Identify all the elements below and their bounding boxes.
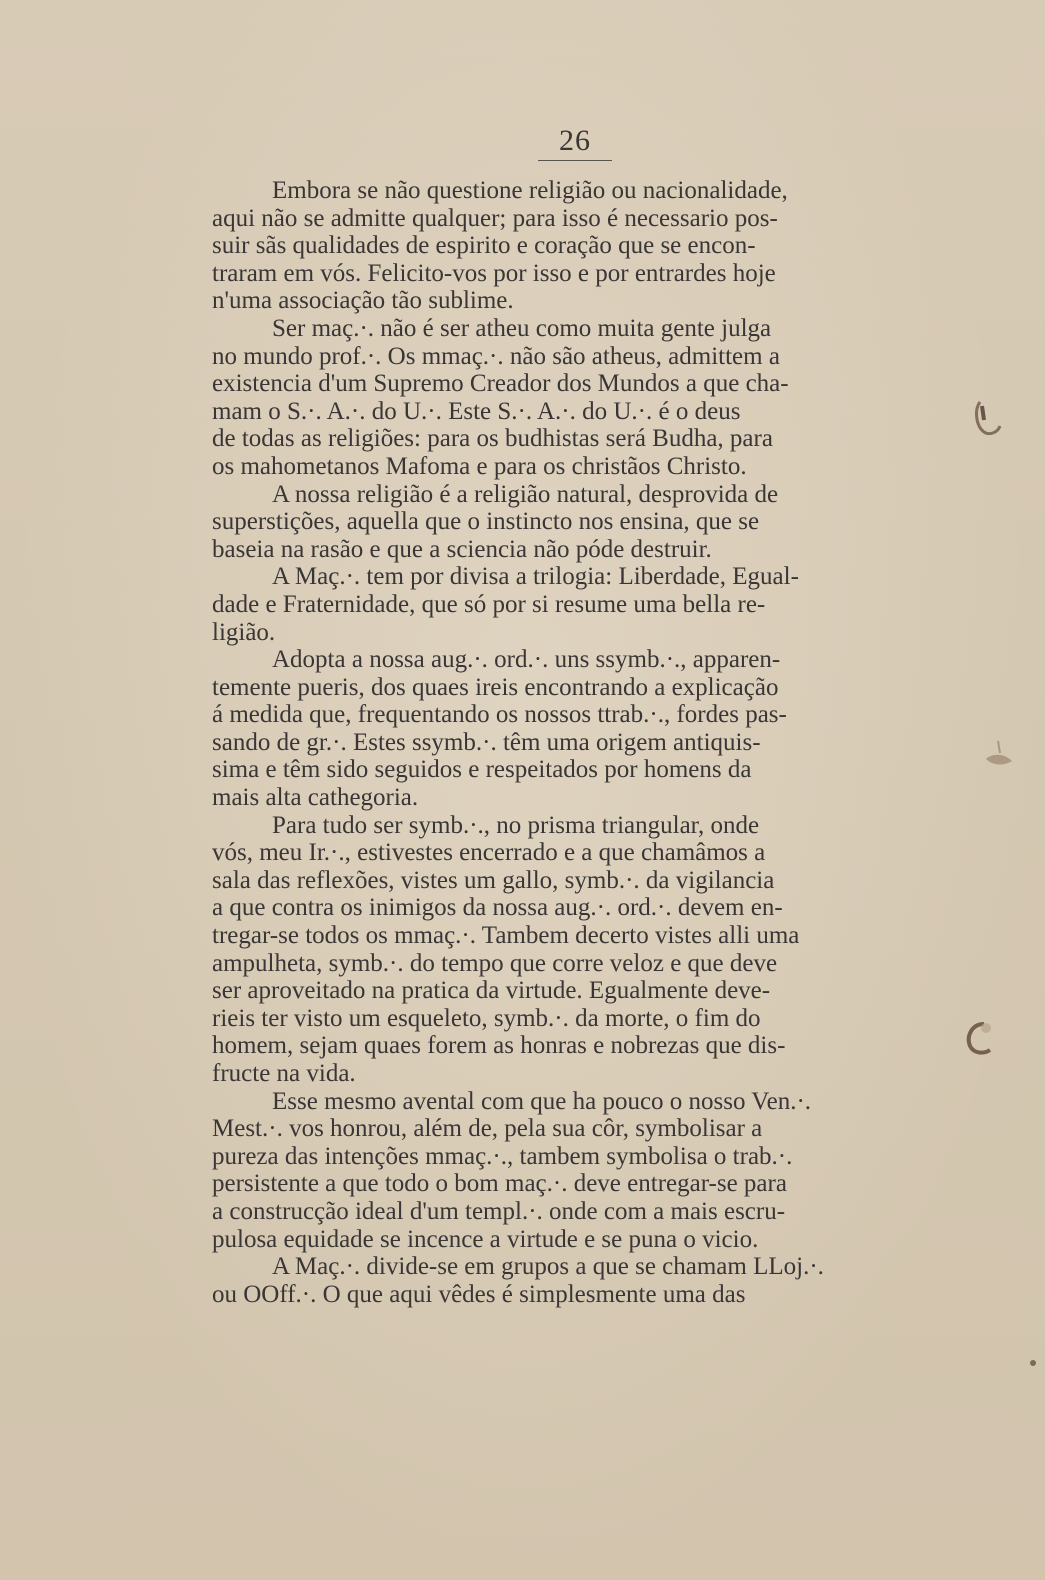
- text-line: á medida que, frequentando os nossos ttrab.·., fordes pas-: [212, 701, 787, 729]
- text-line: baseia na rasão e que a sciencia não póde destruir.: [212, 535, 712, 563]
- text-line: ligião.: [212, 618, 276, 646]
- text-line: temente pueris, dos quaes ireis encontrando a explicação: [212, 673, 779, 701]
- text-line: pureza das intenções mmaç.·., tambem symbolisa o trab.·.: [212, 1142, 793, 1170]
- page-number: 26: [559, 124, 591, 157]
- text-line: persistente a que todo o bom maç.·. deve entregar-se para: [212, 1170, 787, 1198]
- text-line: dade e Fraternidade, que só por si resume uma bella re-: [212, 590, 766, 618]
- margin-stain-mark: [982, 735, 1016, 779]
- text-line: traram em vós. Felicito-vos por isso e por entrardes hoje: [212, 259, 776, 287]
- text-line: homem, sejam quaes forem as honras e nobrezas que dis-: [212, 1032, 786, 1060]
- text-line: Esse mesmo avental com que ha pouco o nosso Ven.·.: [272, 1087, 812, 1115]
- text-line: sala das reflexões, vistes um gallo, symb.·. da vigilancia: [212, 866, 775, 894]
- text-line: Ser maç.·. não é ser atheu como muita gente julga: [272, 314, 772, 342]
- text-line: tregar-se todos os mmaç.·. Tambem decerto vistes alli uma: [212, 922, 800, 950]
- margin-stain-mark: [972, 396, 1006, 440]
- text-line: a construcção ideal d'um templ.·. onde com a mais escru-: [212, 1197, 786, 1225]
- text-line: ampulheta, symb.·. do tempo que corre veloz e que deve: [212, 949, 778, 977]
- text-line: fructe na vida.: [212, 1060, 356, 1087]
- text-line: mais alta cathegoria.: [212, 784, 419, 812]
- text-line: a que contra os inimigos da nossa aug.·. ord.·. devem en-: [212, 894, 783, 922]
- text-line: sima e têm sido seguidos e respeitados por homens da: [212, 756, 752, 784]
- text-line: n'uma associação tão sublime.: [212, 287, 514, 315]
- text-line: pulosa equidade se incence a virtude e se puna o vicio.: [212, 1225, 759, 1253]
- text-line: de todas as religiões: para os budhistas será Budha, para: [212, 425, 773, 453]
- text-line: os mahometanos Mafoma e para os christãos Christo.: [212, 452, 747, 480]
- text-line: ou OOff.·. O que aqui vêdes é simplesmente uma das: [212, 1280, 746, 1308]
- text-line: ser aproveitado na pratica da virtude. Egualmente deve-: [212, 977, 771, 1005]
- text-line: A Maç.·. tem por divisa a trilogia: Liberdade, Egual-: [272, 563, 799, 591]
- text-line: Para tudo ser symb.·., no prisma triangular, onde: [272, 811, 760, 839]
- text-line: sando de gr.·. Estes ssymb.·. têm uma origem antiquis-: [212, 728, 761, 756]
- text-line: superstições, aquella que o instincto nos ensina, que se: [212, 508, 760, 536]
- text-line: vós, meu Ir.·., estivestes encerrado e a que chamâmos a: [212, 839, 766, 867]
- text-line: aqui não se admitte qualquer; para isso é necessario pos-: [212, 204, 778, 232]
- text-line: suir sãs qualidades de espirito e coração que se encon-: [212, 232, 756, 260]
- text-line: mam o S.·. A.·. do U.·. Este S.·. A.·. do U.·. é o deus: [212, 397, 741, 425]
- text-line: rieis ter visto um esqueleto, symb.·. da morte, o fim do: [212, 1004, 761, 1032]
- text-line: Mest.·. vos honrou, além de, pela sua côr, symbolisar a: [212, 1115, 763, 1143]
- page-number-rule: [538, 160, 612, 161]
- text-line: no mundo prof.·. Os mmaç.·. não são atheus, admittem a: [212, 342, 780, 370]
- text-line: A nossa religião é a religião natural, desprovida de: [272, 480, 779, 508]
- text-line: A Maç.·. divide-se em grupos a que se chamam LLoj.·.: [272, 1253, 824, 1281]
- text-line: Adopta a nossa aug.·. ord.·. uns ssymb.·., apparen-: [272, 646, 781, 674]
- margin-stain-mark: [962, 1016, 996, 1060]
- text-line: Embora se não questione religião ou nacionalidade,: [272, 177, 788, 204]
- edge-speck: [1030, 1360, 1036, 1366]
- text-line: existencia d'um Supremo Creador dos Mundos a que cha-: [212, 370, 789, 398]
- body-text: [212, 177, 930, 1308]
